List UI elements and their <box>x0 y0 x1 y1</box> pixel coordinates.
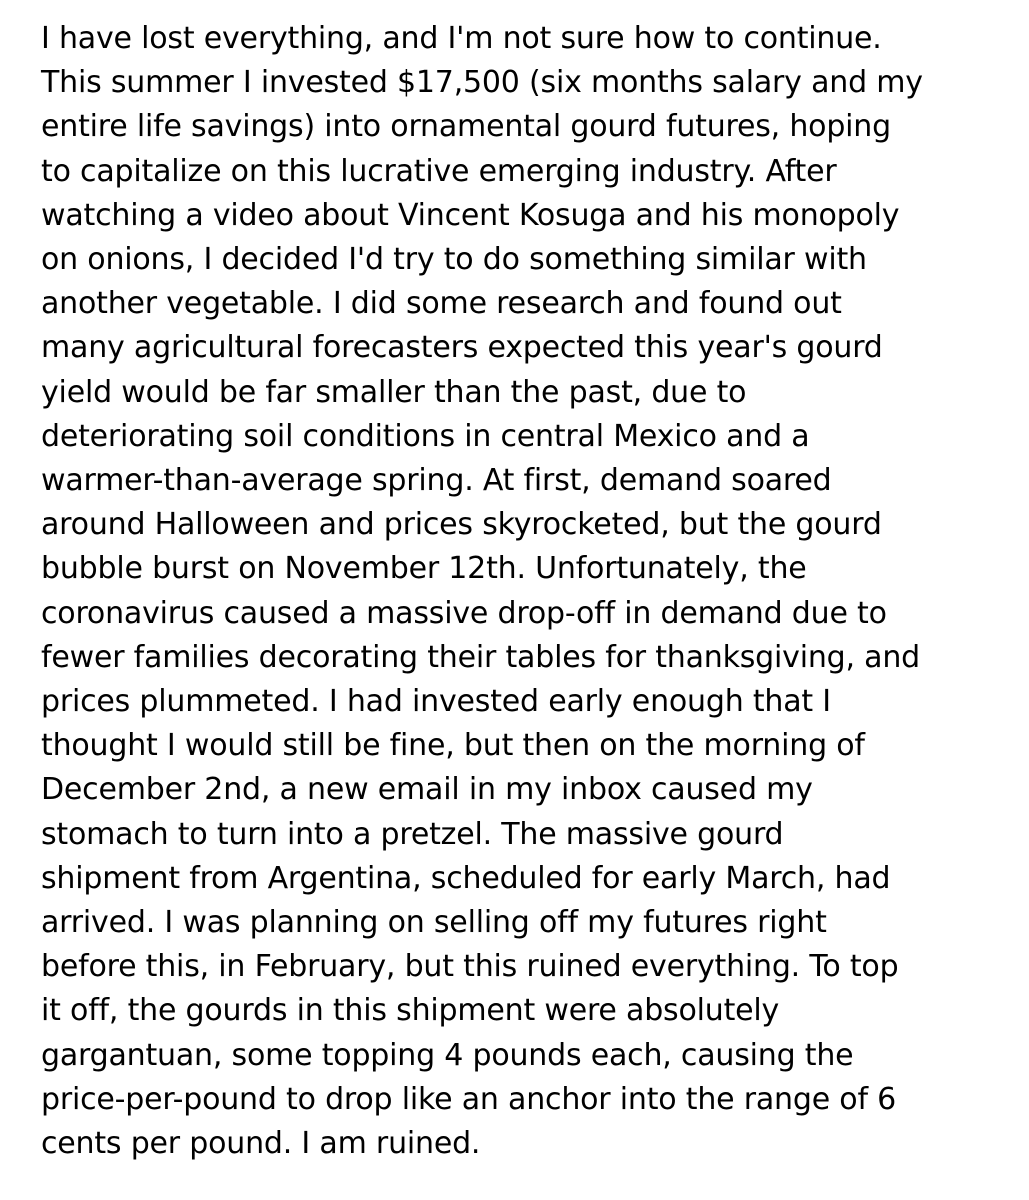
post-text-line: entire life savings) into ornamental gourd futures, hoping <box>41 109 891 145</box>
post-text-line: before this, in February, but this ruined everything. To top <box>41 949 899 985</box>
post-text-line: prices plummeted. I had invested early enough that I <box>41 684 831 720</box>
post-text-line: another vegetable. I did some research and found out <box>41 286 842 322</box>
post-text-line: arrived. I was planning on selling off my futures right <box>41 905 827 941</box>
post-text-line: watching a video about Vincent Kosuga and his monopoly <box>41 197 900 233</box>
post-text-line: many agricultural forecasters expected this year's gourd <box>41 330 883 366</box>
post-text-line: cents per pound. I am ruined. <box>41 1126 481 1162</box>
post-text-line: This summer I invested $17,500 (six months salary and my <box>41 65 923 101</box>
post-text-line: gargantuan, some topping 4 pounds each, causing the <box>41 1037 854 1073</box>
post-text-line: price-per-pound to drop like an anchor into the range of 6 <box>41 1081 897 1117</box>
post-text-line: deteriorating soil conditions in central Mexico and a <box>41 418 810 454</box>
post-text-line: fewer families decorating their tables for thanksgiving, and <box>41 639 921 675</box>
post-text-line: coronavirus caused a massive drop-off in demand due to <box>41 595 887 631</box>
post-text-line: stomach to turn into a pretzel. The massive gourd <box>41 816 784 852</box>
post-text-line: December 2nd, a new email in my inbox caused my <box>41 772 813 808</box>
post-text-line: warmer-than-average spring. At first, demand soared <box>41 463 832 499</box>
post-text-line: around Halloween and prices skyrocketed, but the gourd <box>41 507 882 543</box>
post-text-line: bubble burst on November 12th. Unfortunately, the <box>41 551 807 587</box>
post-text-line: yield would be far smaller than the past, due to <box>41 374 747 410</box>
post-body <box>41 17 1021 1166</box>
post-text-line: on onions, I decided I'd try to do something similar with <box>41 242 867 278</box>
post-text-line: thought I would still be fine, but then on the morning of <box>41 728 865 764</box>
post-text-line: it off, the gourds in this shipment were absolutely <box>41 993 780 1029</box>
post-text-line: to capitalize on this lucrative emerging industry. After <box>41 153 837 189</box>
post-text-line: shipment from Argentina, scheduled for early March, had <box>41 860 891 896</box>
post-text-line: I have lost everything, and I'm not sure how to continue. <box>41 21 882 56</box>
